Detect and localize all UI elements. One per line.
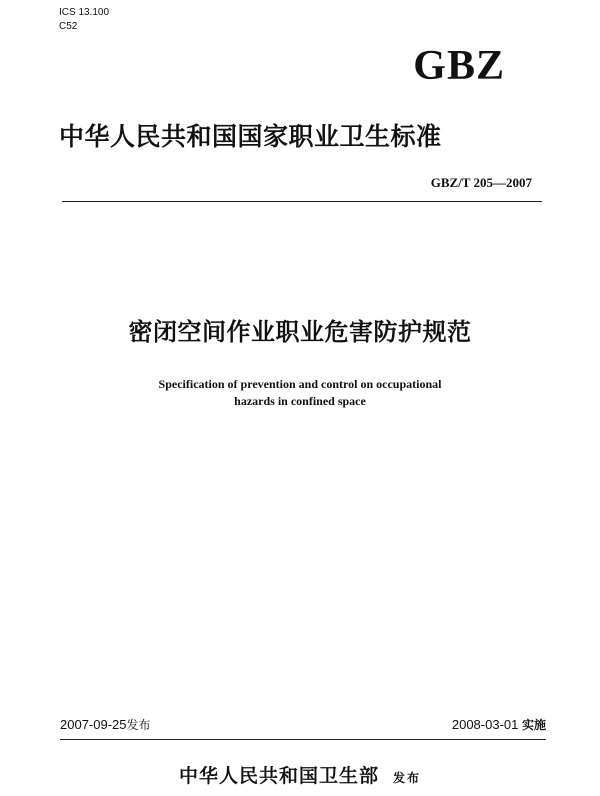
- implementation-date: [452, 716, 546, 734]
- top-divider: [62, 201, 542, 202]
- standard-category-title: 中华人民共和国国家职业卫生标准: [59, 122, 442, 151]
- gbz-logo: GBZ: [413, 43, 505, 89]
- english-title-line-1: Specification of prevention and control on occupational: [158, 377, 442, 391]
- issuer-label: 发布: [393, 771, 422, 785]
- ics-code: ICS 13.100: [59, 7, 110, 18]
- issue-date-value: 2007-09-25: [60, 717, 127, 732]
- standard-number: GBZ/T 205—2007: [430, 175, 532, 190]
- ccs-code: C52: [59, 21, 78, 32]
- implementation-date-value: 2008-03-01: [451, 717, 519, 732]
- issue-date: [60, 716, 151, 734]
- document-title: 密闭空间作业职业危害防护规范: [128, 318, 472, 346]
- classification-codes: [59, 6, 109, 34]
- document-english-title: [0, 376, 600, 410]
- implementation-date-label: 实施: [521, 718, 546, 732]
- issue-date-label: 发布: [126, 718, 151, 732]
- english-title-line-2: hazards in confined space: [234, 394, 366, 408]
- bottom-divider: [60, 739, 546, 740]
- issuer-name: 中华人民共和国卫生部: [178, 765, 379, 787]
- issuing-authority: [0, 763, 600, 791]
